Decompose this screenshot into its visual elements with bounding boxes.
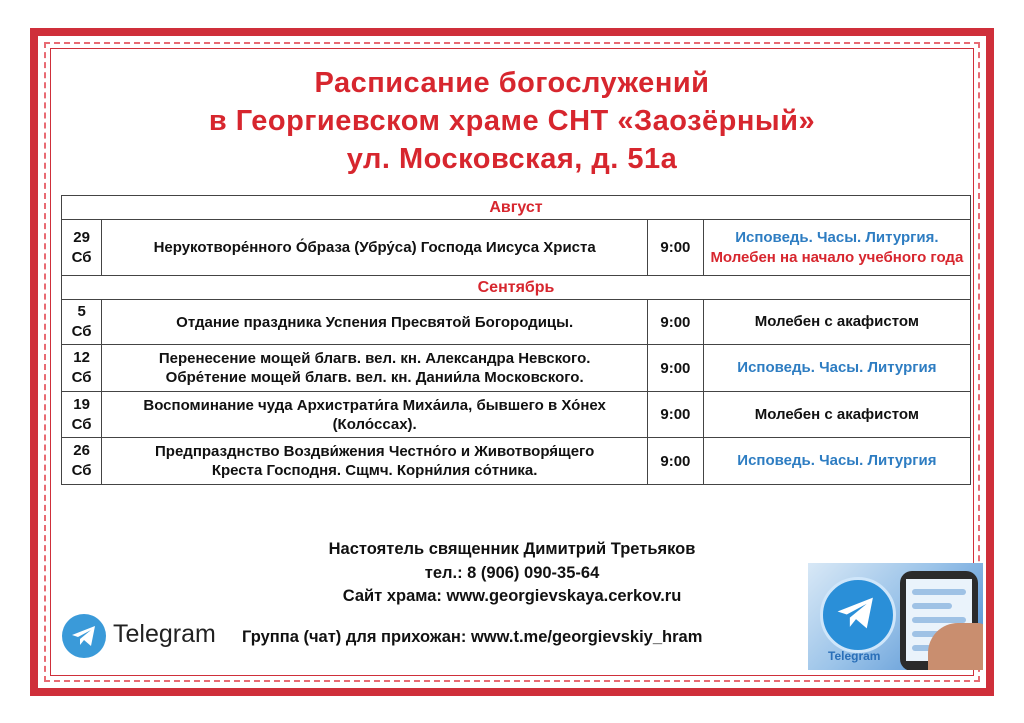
day-number: 12 xyxy=(73,349,90,366)
month-september: Сентябрь xyxy=(62,276,971,300)
date-cell xyxy=(62,345,102,392)
telegram-logo-icon xyxy=(62,614,106,658)
service-cell: Исповедь. Часы. Литургия xyxy=(703,438,970,485)
event-cell xyxy=(102,438,648,485)
weekday: Сб xyxy=(71,369,92,386)
table-row xyxy=(62,438,971,485)
date-cell xyxy=(62,438,102,485)
time-cell: 9:00 xyxy=(648,345,704,392)
month-row xyxy=(62,196,971,220)
month-row xyxy=(62,276,971,300)
event-line: Обре́тение мощей благв. вел. кн. Дании́ла Московского. xyxy=(165,369,584,386)
table-row xyxy=(62,345,971,392)
event-cell xyxy=(102,392,648,438)
event-line: Предпразднство Воздви́жения Честно́го и Животворя́щего xyxy=(155,443,595,460)
time-cell: 9:00 xyxy=(648,220,704,276)
weekday: Сб xyxy=(71,248,92,266)
service-moleben-school: Молебен на начало учебного года xyxy=(710,248,964,266)
service-liturgy: Исповедь. Часы. Литургия. xyxy=(735,228,939,246)
service-cell: Молебен с акафистом xyxy=(703,392,970,438)
telegram-phone-photo xyxy=(808,563,983,670)
service-cell: Исповедь. Часы. Литургия xyxy=(703,345,970,392)
date-cell xyxy=(62,220,102,276)
telegram-label: Telegram xyxy=(113,620,216,648)
service-cell xyxy=(703,220,970,276)
time-cell: 9:00 xyxy=(648,300,704,345)
day-number: 5 xyxy=(77,303,86,320)
telegram-plane-icon xyxy=(820,577,896,653)
event-cell: Нерукотворе́нного О́браза (Убру́са) Господа Иисуса Христа xyxy=(102,220,648,276)
time-cell: 9:00 xyxy=(648,438,704,485)
event-line: (Коло́ссах). xyxy=(332,415,417,433)
day-number: 29 xyxy=(73,228,90,246)
day-number: 26 xyxy=(73,442,90,459)
website-link[interactable]: Сайт храма: www.georgievskaya.cerkov.ru xyxy=(342,587,682,605)
table-row xyxy=(62,220,971,276)
page-title-line-1: Расписание богослужений xyxy=(314,67,710,99)
weekday: Сб xyxy=(71,323,92,340)
schedule-table xyxy=(61,195,971,485)
weekday: Сб xyxy=(71,462,92,479)
phone-number: тел.: 8 (906) 090-35-64 xyxy=(424,564,600,582)
group-chat-link[interactable]: Группа (чат) для прихожан: www.t.me/georgievskiy_hram xyxy=(242,628,703,646)
weekday: Сб xyxy=(71,415,92,433)
date-cell xyxy=(62,392,102,438)
rector-name: Настоятель священник Димитрий Третьяков xyxy=(328,540,696,558)
page-title-line-2: в Георгиевском храме СНТ «Заозёрный» xyxy=(208,105,816,137)
event-line: Креста Господня. Сщмч. Корни́лия со́тника. xyxy=(211,462,538,479)
event-cell: Отдание праздника Успения Пресвятой Богородицы. xyxy=(102,300,648,345)
event-line: Воспоминание чуда Архистрати́га Миха́ила, бывшего в Хо́нех xyxy=(143,396,606,414)
month-august: Август xyxy=(62,196,971,220)
date-cell xyxy=(62,300,102,345)
event-line: Перенесение мощей благв. вел. кн. Александра Невского. xyxy=(158,350,591,367)
time-cell: 9:00 xyxy=(648,392,704,438)
table-row xyxy=(62,392,971,438)
service-cell: Молебен с акафистом xyxy=(703,300,970,345)
table-row xyxy=(62,300,971,345)
day-number: 19 xyxy=(73,395,90,413)
photo-caption: Telegram xyxy=(828,649,881,663)
event-cell xyxy=(102,345,648,392)
page-title-address: ул. Московская, д. 51а xyxy=(346,143,678,175)
